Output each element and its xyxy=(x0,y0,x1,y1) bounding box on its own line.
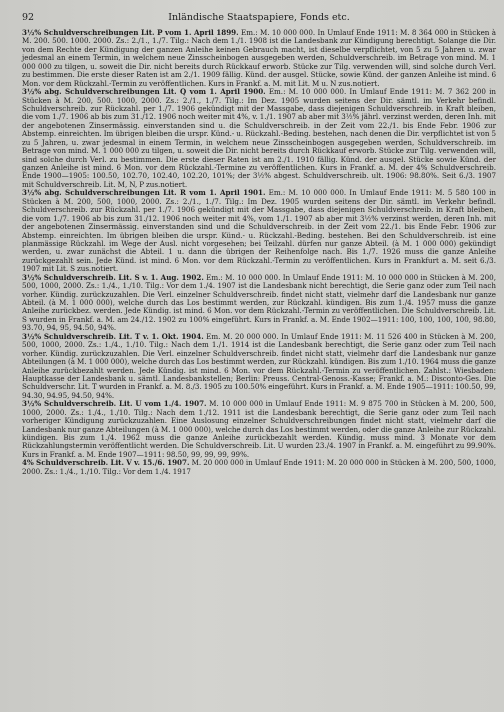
entry-title: 3½% Schuldverschreib. Lit. U vom 1./4. 1907. xyxy=(22,399,207,409)
entry-title: 3½% Schuldverschreibungen Lit. P vom 1. April 1899. xyxy=(22,28,239,37)
entry-lit-v xyxy=(22,459,496,476)
entry-lit-q xyxy=(22,88,496,189)
entry-text: Em. M. 20 000 000. In Umlauf Ende 1911: M. 11 526 400 in Stücken à M. 200, 500, 1000, 2000. Zs.: 1./4., 1./10. Tilg.: Nach dem 1./1. 1914 ist die Landesbank berechtigt, die Serie ganz oder zum Teil nach vorher. Kündig. zurückzuzahlen. Die Verl. einzelner Schuldverschreib. findet nicht statt, vielmehr darf die Landesbank nur ganze Abteilungen (à M. 1 000 000), welche durch das Los bestimmt werden, zur Rückzahl. kündigen. Bis zum 1./10. 1964 muss die ganze Anleihe zurückbezahlt werden. Jede Kündig. ist mind. 6 Mon. vor dem Rückzahl.-Termin zu veröffentlichen. Zahlst.: Wiesbaden: Hauptkasse der Landesbank u. sämtl. Landesbankstellen; Berlin: Preuss. Central-Genoss.-Kasse; Frankf. a. M.: Disconto-Ges. Die Schuldverschr. Lit. T wurden in Frankf. a. M. 8./3. 1905 zu 100.50% eingeführt. Kurs in Frankf. a. M. Ende 1905—1911: 100.50, 99, 94.30, 94.95, 94.50, 94%. xyxy=(22,331,496,400)
page-number: 92 xyxy=(22,12,35,23)
entry-lit-s xyxy=(22,274,496,333)
entry-text: Em.: M. 10 000 000. In Umlauf Ende 1911: M. 10 000 000 in Stücken à M. 200, 500, 1000, 2000. Zs.: 1./4., 1./10. Tilg.: Vor dem 1./4. 1907 ist die Landesbank nicht berechtigt, die Serie ganz oder zum Teil nach vorher. Kündig. zurückzuzahlen. Die Verl. einzelner Schuldverschreib. findet nicht statt, vielmehr darf die Landesbank nur ganze Abteil. (à M. 1 000 000), welche durch das Los bestimmt werden, zur Rückzahl. kündigen. Bis zum 1./4. 1957 muss die ganze Anleihe zurückbez. werden. Jede Kündig. ist mind. 6 Mon. vor dem Rückzahl.-Termin zu veröffentlichen. Die Schuldverschreib. Lit. S wurden in Frankf. a. M. am 24./12. 1902 zu 100% eingeführt. Kurs in Frankf. a. M. Ende 1902—1911: 100, 100, 100, 100, 98.80, 93.70, 94, 95, 94.50, 94%. xyxy=(22,272,496,333)
entry-title: 3½% Schuldverschreib. Lit. S v. 1. Aug. 1902. xyxy=(22,272,204,282)
entry-text: Em.: M. 10 000 000. In Umlauf Ende 1911: M. 7 362 200 in Stücken à M. 200, 500. 1000, 2000. Zs.: 2./1., 1./7. Tilg.: Im Dez. 1905 wurden seitens der Dir. sämtl. im Verkehr befindl. Schuldverschreib. zur Rückzahl. per 1./7. 1906 gekündigt mit der Massgabe, dass diejenigen Schuldverschreib. in Kraft bleiben, die vom 1./7. 1906 ab bis zum 31./12. 1906 noch weiter mit 4%, v. 1./1. 1907 ab aber mit 3½% jährl. verzinst werden, deren Inh. mit der angebotenen Zinsermässig. einverstanden sind u. die Schuldverschreib. in der Zeit vom 22./1. bis Ende Febr. 1906 zur Abstemp. einreichten. Im übrigen bleiben die urspr. Künd.- u. Rückzahl.-Beding. bestehen, nach denen die Dir. verpflichtet ist von 5 zu 5 Jahren, u. zwar jedesmal in einem Termin, in welchem neue Zinsscheinbogen ausgegeben werden, Schuldverschreib. im Betrage von mind. M. 1 000 000 zu tilgen, u. soweit die Dir. nicht bereits durch Rückkauf erworb. Stücke zur Tilg. verwenden will, sind solche durch Verl. zu bestimmen. Die erste dieser Raten ist am 2./1. 1910 fällig. Künd. der ausgel. Stücke sowie Künd. der ganzen Anleihe ist mind. 6 Mon. vor dem Rückzahl.-Termine zu veröffentlichen. Kurs in Frankf. a. M. der 4% Schuldverschreib. Ende 1900—1905: 100.50, 102.70, 102.40, 102.20, 101%; der 3½% abgest. Schuldverschreib. ult. 1906: 98.80%. Seit 6./3. 1907 mit Schuldverschreib. Lit. M, N, P zus.notiert. xyxy=(22,87,496,189)
entry-title: 3½% Schuldverschreib. Lit. T v. 1. Okt. 1904. xyxy=(22,331,204,341)
entry-lit-u xyxy=(22,400,496,459)
entry-title: 3½% abg. Schuldverschreibungen Lit. R vom 1. April 1901. xyxy=(22,188,266,198)
entry-text: M. 20 000 000 in Umlauf Ende 1911: M. 20 000 000 in Stücken à M. 200, 500, 1000, 2000. Zs.: 1./4., 1./10. Tilg.: Vor dem 1./4. 1917 xyxy=(22,458,496,476)
entry-text: Em.: M. 10 000 000. In Umlauf Ende 1911: M. 5 580 100 in Stücken à M. 200, 500, 1000, 2000. Zs.: 2./1., 1./7. Tilg.: Im Dez. 1905 wurden seitens der Dir. sämtl. im Verkehr befindl. Schuldverschreib. zur Rückzahl. per 1./7. 1906 gekündigt mit der Massgabe, dass diejenigen Schuldverschreib. in Kraft bleiben, die vom 1./7. 1906 ab bis zum 31./12. 1906 noch weiter mit 4%, vom 1./1. 1907 ab aber mit 3½% verzinst werden, deren Inh. mit der angebotenen Zinsermässig. einverstanden sind und die Schuldverschreib. in der Zeit vom 22./1. bis Ende Febr. 1906 zur Abstemp. einreichten. Im übrigen bleiben die urspr. Künd.- u. Rückzahl.-Beding. bestehen. Bei den Schuldverschreib. ist eine planmässige Rückzahl. im Wege der Ausl. nicht vorgesehen; bei Teilzahl. dürfen nur ganze Abteil. (à M. 1 000 000) gekündigt werden, u. zwar zunächst die Abteil. 1 u. dann die übrigen der Reihenfolge nach. Bis 1./7. 1926 muss die ganze Anleihe zurückgezahlt sein. Jede Künd. ist mind. 6 Mon. vor dem Rückzahl.-Termin zu veröffentlichen. Kurs in Frankfurt a. M. seit 6./3. 1907 mit Lit. S zus.notiert. xyxy=(22,188,496,274)
entry-text: M. 10 000 000 in Umlauf Ende 1911: M. 9 875 700 in Stücken à M. 200, 500, 1000, 2000. Zs.: 1./4., 1./10. Tilg.: Nach dem 1./12. 1911 ist die Landesbank berechtigt, die Serie ganz oder zum Teil nach vorheriger Kündigung zurückzuzahlen. Eine Auslosung einzelner Schuldverschreibungen findet nicht statt, vielmehr darf die Landesbank nur ganze Abteilungen (à M. 1 000 000), welche durch das Los bestimmt werden, oder die ganze Anleihe zur Rückzahl. kündigen. Bis zum 1./4. 1962 muss die ganze Anleihe zurückbezahlt werden. Kündig. muss mind. 3 Monate vor dem Rückzahlungstermin veröffentlicht werden. Die Schuldverschreib. Lit. U wurden 23./4. 1907 in Frankf. a. M. eingeführt zu 99.90%. Kurs in Frankf. a. M. Ende 1907—1911: 98.50, 99, 99, 99, 99%. xyxy=(22,399,496,459)
entry-lit-t xyxy=(22,333,496,401)
entry-lit-r xyxy=(22,189,496,273)
entry-lit-p xyxy=(22,29,496,88)
entry-title: 3½% abg. Schuldverschreibungen Lit. Q vom 1. April 1900. xyxy=(22,87,266,97)
running-title: Inländische Staatspapiere, Fonds etc. xyxy=(168,12,350,23)
page-header xyxy=(22,12,496,26)
entry-text: Em.: M. 10 000 000. In Umlauf Ende 1911: M. 8 364 000 in Stücken à M. 200. 500. 1000. 2000. Zs.: 2./1., 1./7. Tilg.: Nach dem 1./1. 1908 ist die Landesbank zur Kündigung berechtigt. Solange die Dir. von dem Rechte der Kündigung der ganzen Anleihe keinen Gebrauch macht, ist dieselbe verpflichtet, von 5 zu 5 Jahren u. zwar jedesmal an einem Termin, in welchem neue Zinsscheinbogen ausgegeben werden, Schuldverschreib. im Betrage von mind. M. 1 000 000 zu tilgen, u. soweit die Dir. nicht bereits durch Rückkauf erworb. Stücke zur Tilg. verwenden will, sind solche durch Verl. zu bestimmen. Die erste dieser Raten ist am 2./1. 1909 fällig. Künd. der ausgel. Stücke, sowie Künd. der ganzen Anleihe ist mind. 6 Mon. vor dem Rückzahl.-Termin zu veröffentlichen. Kurs in Frankf. a. M. mit Lit. M u. N zus.notiert. xyxy=(22,28,496,88)
entry-title: 4% Schuldverschreib. Lit. V v. 15./6. 1907. xyxy=(22,458,190,468)
